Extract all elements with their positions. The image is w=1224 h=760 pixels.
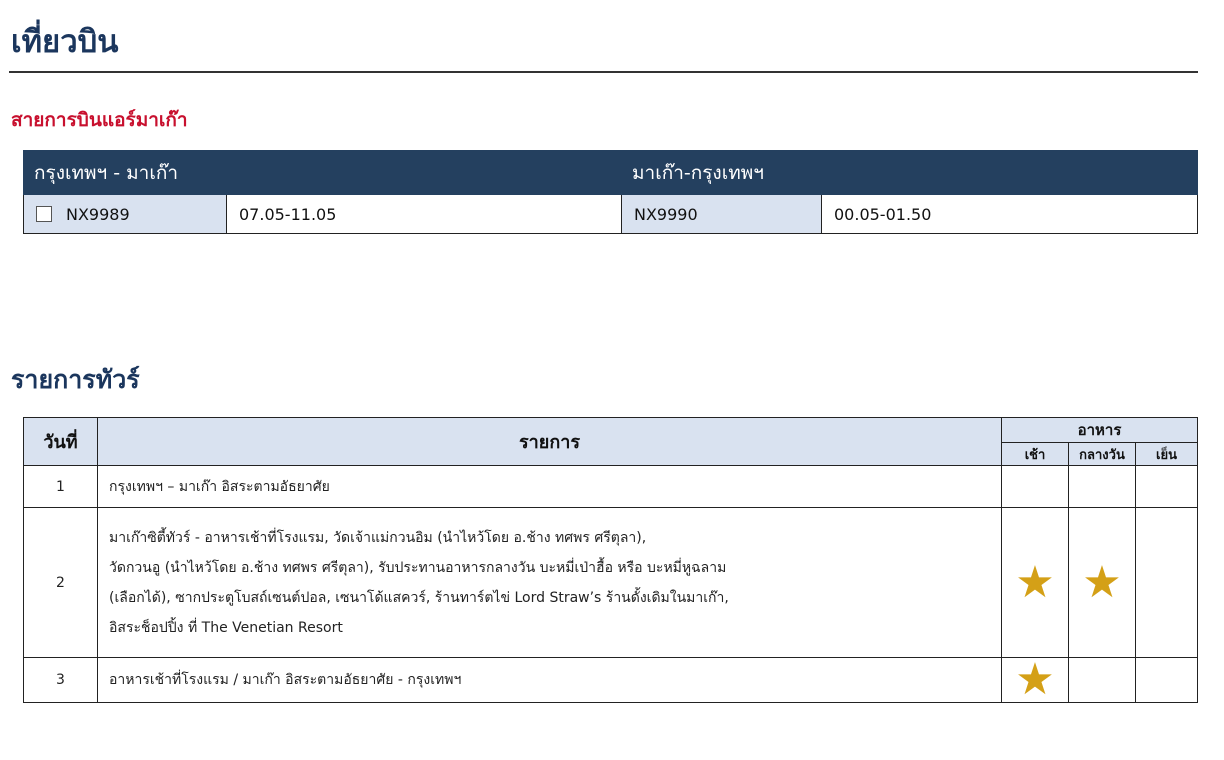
outbound-flight-cell[interactable] — [24, 195, 227, 234]
day-description — [98, 658, 1002, 703]
description-line: วัดกวนอู (นำไหว้โดย อ.ช้าง ทศพร ศรีตุลา), รับประทานอาหารกลางวัน บะหมี่เป่าฮื้อ หรือ บะหมี่หูฉลาม — [109, 559, 727, 576]
col-day-header: วันที่ — [24, 418, 98, 466]
day-number: 1 — [24, 466, 98, 508]
star-icon: ★ — [1082, 556, 1122, 608]
return-flight-number: NX9990 — [622, 195, 822, 234]
title-divider — [9, 71, 1198, 73]
breakfast-cell — [1002, 466, 1069, 508]
col-breakfast-header: เช้า — [1002, 443, 1069, 466]
return-route-title: มาเก๊า-กรุงเทพฯ — [622, 151, 1198, 195]
page-title: เที่ยวบิน — [11, 24, 119, 60]
breakfast-cell — [1002, 654, 1069, 705]
day-description — [98, 508, 1002, 658]
tour-header-row — [24, 418, 1198, 443]
tour-heading: รายการทัวร์ — [11, 365, 140, 394]
lunch-cell — [1069, 508, 1136, 658]
col-lunch-header: กลางวัน — [1069, 443, 1136, 466]
dinner-cell — [1136, 658, 1198, 703]
return-flight-time: 00.05-01.50 — [822, 195, 1198, 234]
lunch-cell — [1069, 658, 1136, 703]
flight-header-row — [24, 151, 1198, 195]
description-line: (เลือกได้), ซากประตูโบสถ์เซนต์ปอล, เซนาโด้แสควร์, ร้านทาร์ตไข่ Lord Straw’s ร้านดั้งเดิมในมาเก๊า, — [109, 589, 729, 606]
col-meals-header: อาหาร — [1002, 418, 1198, 443]
day-number: 2 — [24, 508, 98, 658]
outbound-route-title: กรุงเทพฯ - มาเก๊า — [24, 151, 622, 195]
flight-table — [23, 150, 1198, 234]
col-dinner-header: เย็น — [1136, 443, 1198, 466]
star-icon: ★ — [1015, 654, 1055, 705]
dinner-cell — [1136, 466, 1198, 508]
description-line: อาหารเช้าที่โรงแรม / มาเก๊า อิสระตามอัธยาศัย - กรุงเทพฯ — [109, 672, 462, 688]
dinner-cell — [1136, 508, 1198, 658]
lunch-cell — [1069, 466, 1136, 508]
table-row — [24, 508, 1198, 658]
col-items-header: รายการ — [98, 418, 1002, 466]
description-line: อิสระช็อปปิ้ง ที่ The Venetian Resort — [109, 619, 343, 636]
breakfast-cell — [1002, 508, 1069, 658]
outbound-flight-number: NX9989 — [66, 204, 130, 224]
airline-name: สายการบินแอร์มาเก๊า — [11, 109, 188, 131]
flight-row — [24, 195, 1198, 234]
description-line: มาเก๊าซิตี้ทัวร์ - อาหารเช้าที่โรงแรม, วัดเจ้าแม่กวนอิม (นำไหว้โดย อ.ช้าง ทศพร ศรีตุลา), — [109, 529, 647, 546]
star-icon: ★ — [1015, 556, 1055, 608]
day-description — [98, 466, 1002, 508]
tour-itinerary-table — [23, 417, 1198, 703]
description-line: กรุงเทพฯ – มาเก๊า อิสระตามอัธยาศัย — [109, 478, 330, 495]
table-row — [24, 466, 1198, 508]
table-row — [24, 658, 1198, 703]
day-number: 3 — [24, 658, 98, 703]
flight-checkbox[interactable] — [36, 206, 52, 222]
outbound-flight-time: 07.05-11.05 — [227, 195, 622, 234]
